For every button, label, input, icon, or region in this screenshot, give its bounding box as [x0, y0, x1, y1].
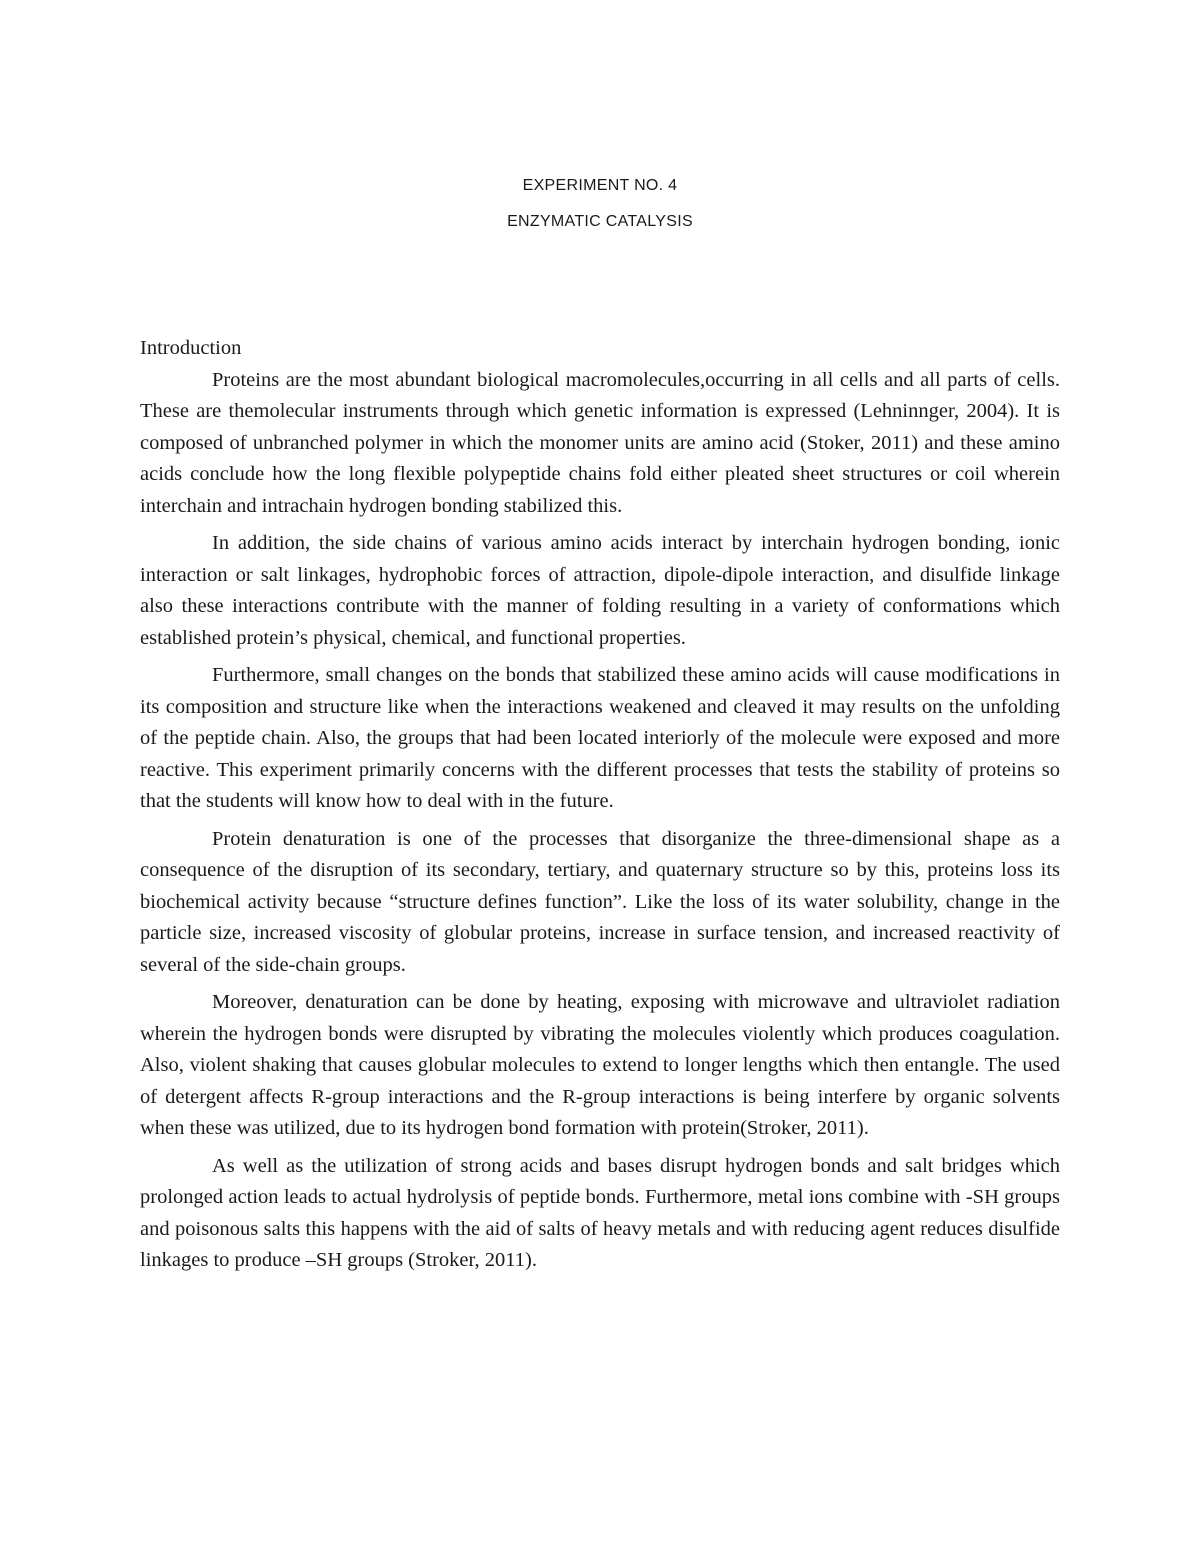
title-block: [0, 176, 1200, 232]
paragraph-2: In addition, the side chains of various amino acids interact by interchain hydrogen bonding, ionic interaction or salt linkages, hydrophobic forces of attraction, dipole-dipole interaction, and disulfide linkage also these interactions contribute with the manner of folding resulting in a variety of conformations which established protein’s physical, chemical, and functional properties.: [140, 532, 1060, 649]
experiment-subtitle: ENZYMATIC CATALYSIS: [507, 213, 693, 230]
paragraph-4: Protein denaturation is one of the processes that disorganize the three-dimensional shape as a consequence of the disruption of its secondary, tertiary, and quaternary structure so by this, proteins loss its biochemical activity because “structure defines function”. Like the loss of its water solubility, change in the particle size, increased viscosity of globular proteins, increase in surface tension, and increased reactivity of several of the side-chain groups.: [140, 827, 1060, 976]
paragraph-5: Moreover, denaturation can be done by heating, exposing with microwave and ultraviolet radiation wherein the hydrogen bonds were disrupted by vibrating the molecules violently which produces coagulation. Also, violent shaking that causes globular molecules to extend to longer lengths which then entangle. The used of detergent affects R-group interactions and the R-group interactions is being interfere by organic solvents when these was utilized, due to its hydrogen bond formation with protein(Stroker, 2011).: [140, 991, 1060, 1139]
section-heading-introduction: Introduction: [140, 337, 242, 359]
paragraph-6: As well as the utilization of strong acids and bases disrupt hydrogen bonds and salt bridges which prolonged action leads to actual hydrolysis of peptide bonds. Furthermore, metal ions combine with -SH groups and poisonous salts this happens with the aid of salts of heavy metals and with reducing agent reduces disulfide linkages to produce –SH groups (Stroker, 2011).: [140, 1154, 1060, 1271]
paragraph-1: Proteins are the most abundant biological macromolecules,occurring in all cells and all parts of cells. These are themolecular instruments through which genetic information is expressed (Lehninnger, 2004). It is composed of unbranched polymer in which the monomer units are amino acid (Stoker, 2011) and these amino acids conclude how the long flexible polypeptide chains fold either pleated sheet structures or coil wherein interchain and intrachain hydrogen bonding stabilized this.: [140, 368, 1060, 517]
document-body: [140, 333, 1060, 1277]
paragraph-3: Furthermore, small changes on the bonds that stabilized these amino acids will cause modifications in its composition and structure like when the interactions weakened and cleaved it may results on the unfolding of the peptide chain. Also, the groups that had been located interiorly of the molecule were exposed and more reactive. This experiment primarily concerns with the different processes that tests the stability of proteins so that the students will know how to deal with in the future.: [140, 664, 1060, 812]
experiment-title: EXPERIMENT NO. 4: [522, 177, 678, 194]
